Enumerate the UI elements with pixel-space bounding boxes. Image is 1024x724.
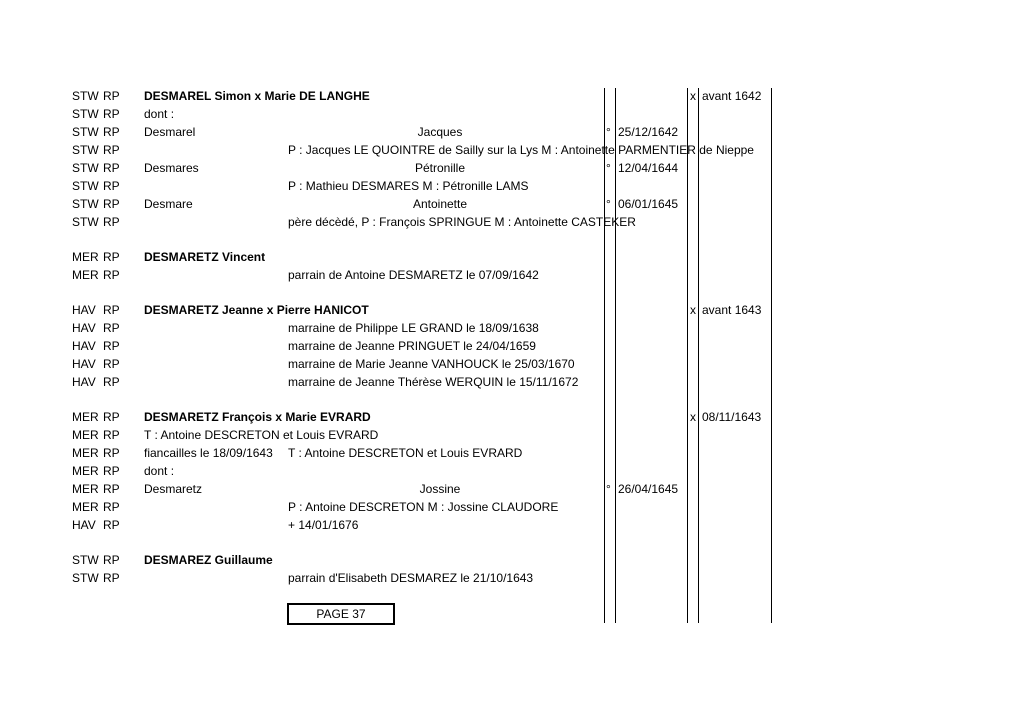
register-type: RP <box>103 339 120 353</box>
entry-name: DESMAREL Simon x Marie DE LANGHE <box>144 89 370 103</box>
marriage-date: 08/11/1643 <box>702 410 762 424</box>
register-type: RP <box>103 107 120 121</box>
entry-detail: marraine de Jeanne PRINGUET le 24/04/1659 <box>288 339 536 353</box>
parish-code: HAV <box>72 357 96 371</box>
parish-code: MER <box>72 446 99 460</box>
parish-code: STW <box>72 143 99 157</box>
entry-name: Desmares <box>144 161 199 175</box>
register-row <box>0 480 1024 498</box>
register-type: RP <box>103 215 120 229</box>
register-row <box>0 373 1024 391</box>
birth-date: 26/04/1645 <box>618 482 679 496</box>
register-row <box>0 337 1024 355</box>
entry-name: fiancailles le 18/09/1643 <box>144 446 273 460</box>
register-type: RP <box>103 500 120 514</box>
entry-detail: + 14/01/1676 <box>288 518 359 532</box>
register-type: RP <box>103 250 120 264</box>
register-row <box>0 355 1024 373</box>
register-row <box>0 498 1024 516</box>
first-name: Jossine <box>419 482 461 496</box>
parish-code: HAV <box>72 321 96 335</box>
entry-name: dont : <box>144 107 175 121</box>
parish-code: HAV <box>72 303 96 317</box>
register-row <box>0 87 1024 105</box>
register-type: RP <box>103 553 120 567</box>
register-type: RP <box>103 375 120 389</box>
parish-code: HAV <box>72 518 96 532</box>
register-row <box>0 516 1024 534</box>
register-row <box>0 301 1024 319</box>
parish-code: STW <box>72 197 99 211</box>
birth-symbol: ° <box>606 125 611 139</box>
register-type: RP <box>103 321 120 335</box>
register-row <box>0 248 1024 266</box>
register-row <box>0 444 1024 462</box>
birth-symbol: ° <box>606 161 611 175</box>
parish-code: STW <box>72 89 99 103</box>
birth-date: 12/04/1644 <box>618 161 679 175</box>
parish-code: MER <box>72 482 99 496</box>
parish-code: STW <box>72 553 99 567</box>
entry-detail: père décèdé, P : François SPRINGUE M : Antoinette CASTEKER <box>288 215 636 229</box>
register-type: RP <box>103 161 120 175</box>
register-row <box>0 213 1024 231</box>
register-row <box>0 569 1024 587</box>
register-row <box>0 551 1024 569</box>
register-type: RP <box>103 357 120 371</box>
register-type: RP <box>103 482 120 496</box>
first-name: Antoinette <box>412 197 468 211</box>
parish-code: STW <box>72 215 99 229</box>
register-row <box>0 408 1024 426</box>
marriage-date: avant 1642 <box>702 89 762 103</box>
parish-code: MER <box>72 410 99 424</box>
register-type: RP <box>103 89 120 103</box>
register-type: RP <box>103 518 120 532</box>
parish-code: STW <box>72 107 99 121</box>
register-type: RP <box>103 143 120 157</box>
birth-symbol: ° <box>606 197 611 211</box>
register-type: RP <box>103 446 120 460</box>
register-row <box>0 319 1024 337</box>
register-type: RP <box>103 410 120 424</box>
entry-name: DESMAREZ Guillaume <box>144 553 273 567</box>
first-name: Jacques <box>417 125 463 139</box>
entry-detail: marraine de Jeanne Thérèse WERQUIN le 15/11/1672 <box>288 375 579 389</box>
register-type: RP <box>103 571 120 585</box>
entry-detail: marraine de Philippe LE GRAND le 18/09/1638 <box>288 321 539 335</box>
parish-code: STW <box>72 125 99 139</box>
parish-code: MER <box>72 250 99 264</box>
parish-code: STW <box>72 571 99 585</box>
first-name: Pétronille <box>414 161 466 175</box>
register-type: RP <box>103 464 120 478</box>
register-row <box>0 426 1024 444</box>
page-number: PAGE 37 <box>287 603 395 625</box>
entry-name: Desmarel <box>144 125 196 139</box>
birth-date: 25/12/1642 <box>618 125 679 139</box>
entry-detail: T : Antoine DESCRETON et Louis EVRARD <box>288 446 523 460</box>
register-row <box>0 159 1024 177</box>
register-type: RP <box>103 179 120 193</box>
register-type: RP <box>103 125 120 139</box>
marriage-symbol: x <box>690 89 696 103</box>
marriage-symbol: x <box>690 410 696 424</box>
parish-code: STW <box>72 179 99 193</box>
register-type: RP <box>103 428 120 442</box>
marriage-symbol: x <box>690 303 696 317</box>
entry-detail: parrain d'Elisabeth DESMAREZ le 21/10/1643 <box>288 571 534 585</box>
register-type: RP <box>103 303 120 317</box>
entry-name: DESMARETZ Vincent <box>144 250 266 264</box>
entry-name: DESMARETZ Jeanne x Pierre HANICOT <box>144 303 369 317</box>
register-row <box>0 195 1024 213</box>
entry-detail: P : Mathieu DESMARES M : Pétronille LAMS <box>288 179 529 193</box>
entry-detail: marraine de Marie Jeanne VANHOUCK le 25/03/1670 <box>288 357 575 371</box>
register-row <box>0 266 1024 284</box>
register-type: RP <box>103 268 120 282</box>
birth-date: 06/01/1645 <box>618 197 679 211</box>
parish-code: MER <box>72 500 99 514</box>
parish-code: MER <box>72 428 99 442</box>
parish-code: MER <box>72 464 99 478</box>
entry-name: Desmaretz <box>144 482 203 496</box>
parish-code: HAV <box>72 375 96 389</box>
register-row <box>0 462 1024 480</box>
parish-code: HAV <box>72 339 96 353</box>
register-type: RP <box>103 197 120 211</box>
register-row <box>0 123 1024 141</box>
register-row <box>0 177 1024 195</box>
register-row <box>0 141 1024 159</box>
entry-name: Desmare <box>144 197 193 211</box>
entry-name: T : Antoine DESCRETON et Louis EVRARD <box>144 428 379 442</box>
parish-code: STW <box>72 161 99 175</box>
entry-name: DESMARETZ François x Marie EVRARD <box>144 410 371 424</box>
entry-name: dont : <box>144 464 175 478</box>
register-row <box>0 105 1024 123</box>
birth-symbol: ° <box>606 482 611 496</box>
parish-code: MER <box>72 268 99 282</box>
entry-detail: P : Jacques LE QUOINTRE de Sailly sur la Lys M : Antoinette PARMENTIER de Nieppe <box>288 143 754 157</box>
entry-detail: parrain de Antoine DESMARETZ le 07/09/1642 <box>288 268 539 282</box>
entry-detail: P : Antoine DESCRETON M : Jossine CLAUDORE <box>288 500 559 514</box>
marriage-date: avant 1643 <box>702 303 762 317</box>
